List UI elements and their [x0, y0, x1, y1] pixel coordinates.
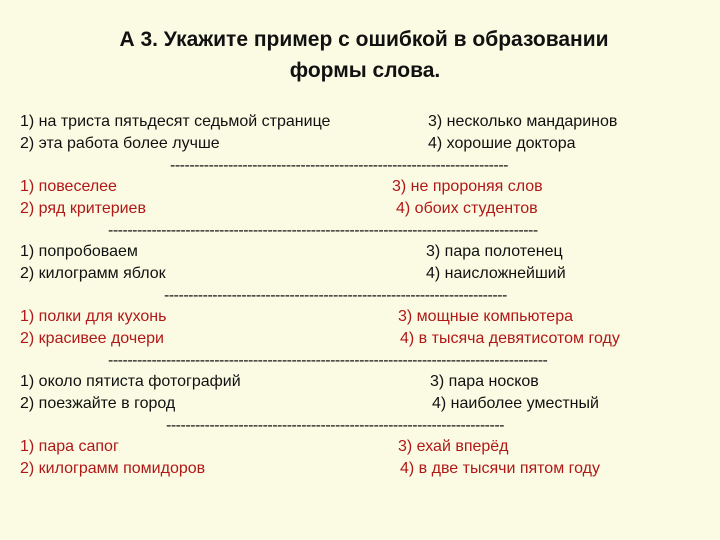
group2-option-2: 2) ряд критериев [20, 200, 146, 217]
group3-option-1: 1) попробоваем [20, 243, 138, 260]
group2-option-4: 4) обоих студентов [396, 200, 538, 217]
group1-option-1: 1) на триста пятьдесят седьмой странице [20, 113, 331, 130]
group6-option-3: 3) ехай вперёд [398, 438, 509, 455]
group4-option-1: 1) полки для кухонь [20, 308, 167, 325]
group3-option-2: 2) килограмм яблок [20, 265, 166, 282]
question-title [0, 24, 720, 86]
group-divider: ---------------------------------------------------------------------- [170, 158, 508, 174]
group5-option-1: 1) около пятиста фотографий [20, 373, 241, 390]
group5-option-4: 4) наиболее уместный [432, 395, 599, 412]
group6-option-2: 2) килограмм помидоров [20, 460, 206, 477]
group1-option-3: 3) несколько мандаринов [428, 113, 618, 130]
group5-option-2: 2) поезжайте в город [20, 395, 176, 412]
question-title-line-2: формы слова. [289, 59, 441, 82]
group-divider: ---------------------------------------------------------------------- [166, 418, 504, 434]
group4-option-2: 2) красивее дочери [20, 330, 164, 347]
group-divider: ----------------------------------------------------------------------- [164, 288, 507, 304]
group2-option-3: 3) не пророняя слов [392, 178, 543, 195]
group-divider: ----------------------------------------------------------------------------------------- [108, 223, 538, 239]
group6-option-4: 4) в две тысячи пятом году [400, 460, 601, 477]
group4-option-4: 4) в тысяча девятисотом году [400, 330, 620, 347]
group4-option-3: 3) мощные компьютера [398, 308, 573, 325]
group-divider: ------------------------------------------------------------------------------------------- [108, 353, 548, 369]
question-title-line-1: А 3. Укажите пример с ошибкой в образовании [119, 28, 609, 51]
group5-option-3: 3) пара носков [430, 373, 539, 390]
group1-option-4: 4) хорошие доктора [428, 135, 576, 152]
group3-option-4: 4) наисложнейший [426, 265, 566, 282]
group2-option-1: 1) повеселее [20, 178, 117, 195]
group3-option-3: 3) пара полотенец [426, 243, 563, 260]
group1-option-2: 2) эта работа более лучше [20, 135, 220, 152]
group6-option-1: 1) пара сапог [20, 438, 119, 455]
